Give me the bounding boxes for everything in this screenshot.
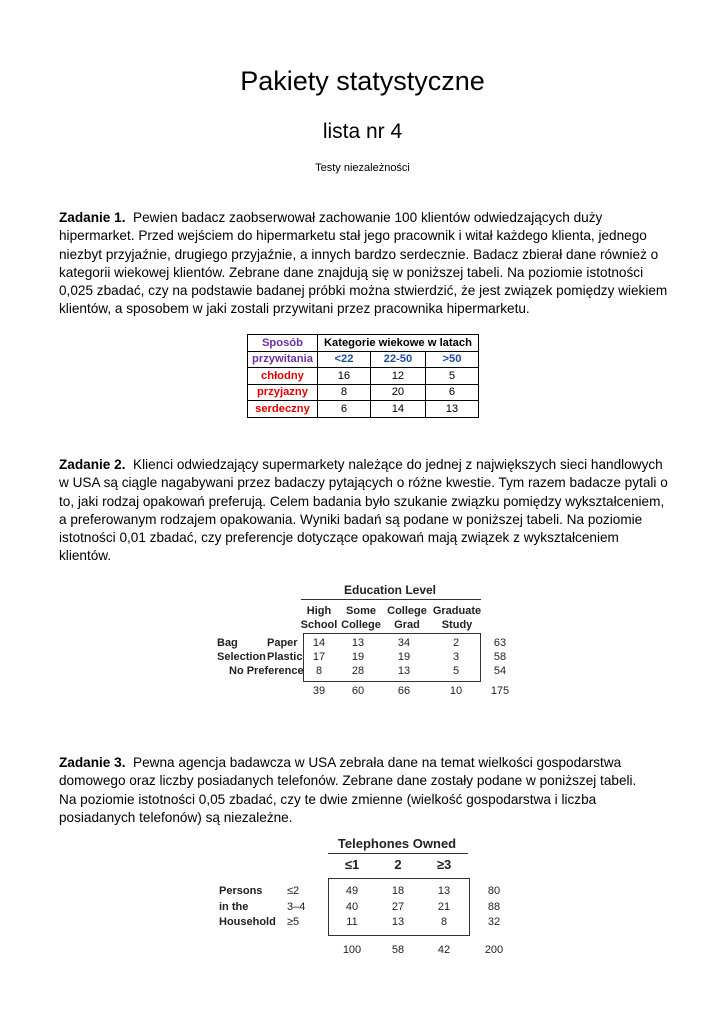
t3-grand-total: 200: [484, 944, 504, 956]
t3-col-total: 58: [391, 944, 405, 956]
t1-row-header-2: przywitania: [248, 351, 318, 368]
t1-cell: 8: [317, 384, 370, 401]
task3-paragraph: [59, 754, 671, 827]
t3-group-rule: [328, 853, 468, 854]
document-title: Pakiety statystyczne: [240, 66, 485, 96]
t1-row-label: chłodny: [248, 368, 318, 385]
t2-col-total: 66: [397, 685, 411, 697]
t3-cell: 49: [345, 885, 359, 897]
t1-cell: 20: [370, 384, 425, 401]
t3-row-label: ≥5: [287, 916, 300, 928]
t2-row-label: No Preference: [229, 665, 304, 677]
t2-col-total: 39: [312, 685, 326, 697]
t3-cell: 27: [391, 901, 405, 913]
t2-row-total: 58: [493, 651, 507, 663]
t3-cell: 8: [440, 916, 448, 928]
t2-group-rule: [301, 599, 481, 600]
t3-cell: 11: [346, 916, 358, 928]
t2-cell: 19: [351, 651, 365, 663]
t3-data-box: [328, 878, 470, 936]
t2-cell: 13: [351, 637, 365, 649]
t2-cell: 17: [312, 651, 326, 663]
task2-text: Klienci odwiedzający supermarkety należące do jednej z największych sieci handlowych w USA są ciągle nagabywani przez badaczy pytających o różne kwestie. Tym razem badacze pytali o to, jaki rodzaj opakowań preferują. Celem badania było szukanie związku pomiędzy wykształceniem, a preferowanym rodzajem opakowania. Wyniki badań są podane w poniższej tabeli. Na poziomie istotności 0,01 zbadać, czy preferencje dotyczące opakowań mają związek z wykształceniem klientów.: [59, 457, 668, 564]
t2-grand-total: 175: [490, 685, 510, 697]
task1-text: Pewien badacz zaobserwował zachowanie 100 klientów odwiedzających duży hipermarket. Przed wejściem do hipermarketu stał jego pracownik i witał każdego klienta, jednego niezbyt przyjaźnie, drugiego przyjaźnie, a innych bardzo serdecznie. Badacz zbierał dane również o kategorii wiekowej klientów. Zebrane dane znajdują się w poniższej tabeli. Na poziomie istotności 0,025 zbadać, czy na podstawie badanej próbki można stwierdzić, że jest związek pomiędzy wiekiem klientów, a sposobem w jaki zostali przywitani przez pracownika hipermarketu.: [59, 210, 668, 317]
t2-data-box: [303, 633, 481, 682]
t1-col-header: 22-50: [370, 351, 425, 368]
t1-row-header-1: Sposób: [248, 335, 318, 352]
t1-cell: 6: [425, 384, 478, 401]
t2-col-group: Education Level: [343, 583, 437, 597]
t3-cell: 13: [437, 885, 451, 897]
t2-row-total: 63: [493, 637, 507, 649]
t2-col-header: Graduate Study: [432, 605, 482, 631]
t3-row-label: ≤2: [287, 885, 300, 897]
t2-cell: 8: [315, 665, 323, 677]
t2-col-total: 10: [449, 685, 463, 697]
task3-text-2: Na poziomie istotności 0,05 zbadać, czy te dwie zmienne (wielkość gospodarstwa i liczba posiadanych telefonów) są niezależne.: [59, 791, 597, 825]
t1-row-label: serdeczny: [248, 401, 318, 418]
t3-col-header: ≥3: [436, 857, 452, 872]
t1-col-group: Kategorie wiekowe w latach: [317, 335, 478, 352]
t3-col-header: ≤1: [344, 857, 360, 872]
t1-cell: 12: [370, 368, 425, 385]
document-subtitle: lista nr 4: [322, 120, 403, 143]
t1-row-label: przyjazny: [248, 384, 318, 401]
t1-cell: 16: [317, 368, 370, 385]
t3-col-total: 100: [342, 944, 362, 956]
t2-row-label: Plastic: [267, 651, 303, 663]
t3-cell: 21: [437, 901, 451, 913]
t1-cell: 5: [425, 368, 478, 385]
task1-paragraph: [59, 209, 671, 319]
t2-row-group-1: Bag: [217, 637, 238, 649]
t1-cell: 14: [370, 401, 425, 418]
t3-row-group-3: Household: [219, 916, 276, 928]
t1-col-header: <22: [317, 351, 370, 368]
t2-cell: 5: [452, 665, 460, 677]
t3-cell: 18: [391, 885, 405, 897]
t2-col-header: High School: [300, 605, 338, 631]
t2-cell: 13: [397, 665, 411, 677]
document-topic: Testy niezależności: [315, 162, 410, 174]
t2-row-label: Paper: [267, 637, 298, 649]
t3-row-group-2: in the: [219, 901, 249, 913]
t3-row-label: 3–4: [287, 901, 306, 913]
t2-row-group-2: Selection: [217, 651, 266, 663]
t2-col-header: Some College: [341, 605, 381, 631]
t2-cell: 34: [397, 637, 411, 649]
t3-row-total: 32: [487, 916, 501, 928]
task1-table: [247, 334, 479, 418]
task3-label: Zadanie 3.: [59, 755, 126, 770]
t2-row-total: 54: [493, 665, 507, 677]
t3-col-total: 42: [437, 944, 451, 956]
t3-cell: 40: [345, 901, 359, 913]
t2-cell: 19: [397, 651, 411, 663]
t3-row-total: 80: [487, 885, 501, 897]
t1-cell: 6: [317, 401, 370, 418]
t1-col-header: >50: [425, 351, 478, 368]
task3-text-1: Pewna agencja badawcza w USA zebrała dane na temat wielkości gospodarstwa domowego oraz liczby posiadanych telefonów. Zebrane dane zostały podane w poniższej tabeli.: [59, 755, 637, 789]
t2-col-total: 60: [351, 685, 365, 697]
t2-cell: 2: [452, 637, 460, 649]
t1-cell: 13: [425, 401, 478, 418]
t2-cell: 3: [452, 651, 460, 663]
t3-col-group: Telephones Owned: [337, 836, 457, 851]
t2-cell: 14: [312, 637, 326, 649]
t3-col-header: 2: [394, 857, 402, 872]
t3-row-total: 88: [487, 901, 501, 913]
task2-label: Zadanie 2.: [59, 457, 126, 472]
t2-cell: 28: [351, 665, 365, 677]
t3-row-group-1: Persons: [219, 885, 263, 897]
task1-label: Zadanie 1.: [59, 210, 126, 225]
t2-col-header: College Grad: [387, 605, 427, 631]
t3-cell: 13: [391, 916, 405, 928]
task2-paragraph: [59, 456, 671, 566]
